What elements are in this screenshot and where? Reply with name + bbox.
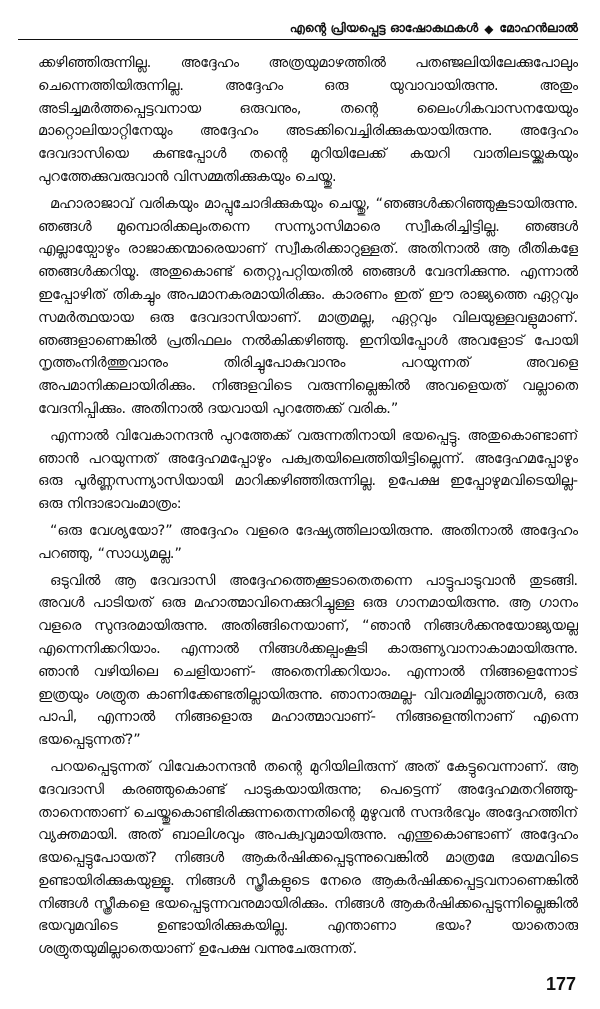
page-number: 177: [545, 974, 576, 994]
book-title: എന്റെ പ്രിയപ്പെട്ട ഓഷോകഥകൾ: [289, 20, 479, 35]
paragraph: പറയപ്പെടുന്നത് വിവേകാനന്ദൻ തന്റെ മുറിയിലിരുന്ന് അത് കേട്ടുവെന്നാണ്. ആ ദേവദാസി കരഞ്ഞുകൊണ്ട് പാടുകയായിരുന്നു; പെട്ടെന്ന് അദ്ദേഹമതറിഞ്ഞു- താനെന്താണ് ചെയ്തുകൊണ്ടിരിക്കുന്നതെന്നതിന്റെ മുഴുവൻ സന്ദർഭവും അദ്ദേഹത്തിന് വ്യക്തമായി. അത് ബാലിശവും അപക്വവുമായിരുന്നു. എന്തുകൊണ്ടാണ് അദ്ദേഹം ഭയപ്പെട്ടുപോയത്? നിങ്ങൾ ആകർഷിക്കപ്പെടുന്നുവെങ്കിൽ മാത്രമേ ഭയമവിടെ ഉണ്ടായിരിക്കുകയുള്ളൂ. നിങ്ങൾ സ്ത്രീകളുടെ നേരെ ആകർഷിക്കപ്പെട്ടവനാണെങ്കിൽ നിങ്ങൾ സ്ത്രീകളെ ഭയപ്പെടുന്നവനുമായിരിക്കും. നിങ്ങൾ ആകർഷിക്കപ്പെടുന്നില്ലെങ്കിൽ ഭയവുമവിടെ ഉണ്ടായിരിക്കുകയില്ല. എന്താണാ ഭയം? യാതൊരു ശത്രുതയുമില്ലാതെയാണ് ഉപേക്ഷ വന്നുചേരുന്നത്.: [38, 758, 578, 958]
black-diamond-icon: ◆: [484, 22, 494, 36]
paragraph: മഹാരാജാവ് വരികയും മാപ്പുചോദിക്കുകയും ചെയ്തു, “ഞങ്ങൾക്കറിഞ്ഞുകൂടായിരുന്നു. ഞങ്ങൾ മുമ്പൊരിക്കലുംതന്നെ സന്ന്യാസിമാരെ സ്വീകരിച്ചിട്ടില്ല. ഞങ്ങൾ എല്ലായ്പോഴും രാജാക്കന്മാരെയാണ് സ്വീകരിക്കാറുള്ളത്. അതിനാൽ ആ രീതികളേ ഞങ്ങൾക്കറിയൂ. അതുകൊണ്ട് തെറ്റുപറ്റിയതിൽ ഞങ്ങൾ വേദനിക്കുന്നു. എന്നാൽ ഇപ്പോഴിത് തികച്ചും അപമാനകരമായിരിക്കും. കാരണം ഇത് ഈ രാജ്യത്തെ ഏറ്റവും സമർത്ഥയായ ഒരു ദേവദാസിയാണ്. മാത്രമല്ല, ഏറ്റവും വിലയുള്ളവളുമാണ്. ഞങ്ങളാണെങ്കിൽ പ്രതിഫലം നൽകിക്കഴിഞ്ഞു. ഇനിയിപ്പോൾ അവളോട് പോയി നൃത്തംനിർത്തുവാനും തിരിച്ചുപോകുവാനും പറയുന്നത് അവളെ അപമാനിക്കലായിരിക്കും. നിങ്ങളവിടെ വരുന്നില്ലെങ്കിൽ അവളെയത് വല്ലാതെ വേദനിപ്പിക്കും. അതിനാൽ ദയവായി പുറത്തേക്ക് വരിക.”: [38, 195, 578, 417]
paragraph: ഒടുവിൽ ആ ദേവദാസി അദ്ദേഹത്തെക്കൂടാതെതന്നെ പാട്ടുപാടുവാൻ തുടങ്ങി. അവൾ പാടിയത് ഒരു മഹാത്മാവിനെക്കുറിച്ചുള്ള ഒരു ഗാനമായിരുന്നു. ആ ഗാനം വളരെ സുന്ദരമായിരുന്നു. അതിങ്ങിനെയാണ്, “ഞാൻ നിങ്ങൾക്കനുയോജ്യയല്ല എന്നെനിക്കറിയാം. എന്നാൽ നിങ്ങൾക്കല്പംകൂടി കാരുണ്യവാനാകാമായിരുന്നു. ഞാൻ വഴിയിലെ ചെളിയാണ്- അതെനിക്കറിയാം. എന്നാൽ നിങ്ങളെന്നോട് ഇത്രയും ശത്രുത കാണിക്കേണ്ടതില്ലായിരുന്നു. ഞാനാരുമല്ല- വിവരമില്ലാത്തവൾ, ഒരു പാപി, എന്നാൽ നിങ്ങളൊരു മഹാത്മാവാണ്- നിങ്ങളെന്തിനാണ് എന്നെ ഭയപ്പെടുന്നത്?”: [38, 572, 578, 749]
paragraph: എന്നാൽ വിവേകാനന്ദൻ പുറത്തേക്ക് വരുന്നതിനായി ഭയപ്പെട്ടു. അതുകൊണ്ടാണ് ഞാൻ പറയുന്നത് അദ്ദേഹമപ്പോഴും പക്വതയിലെത്തിയിട്ടില്ലെന്ന്. അദ്ദേഹമപ്പോഴും ഒരു പൂർണ്ണസന്ന്യാസിയായി മാറിക്കഴിഞ്ഞിരുന്നില്ല. ഉപേക്ഷ ഇപ്പോഴുമവിടെയില്ല- ഒരു നിന്ദാഭാവംമാത്രം:: [38, 427, 578, 513]
paragraph: ക്കഴിഞ്ഞിരുന്നില്ല. അദ്ദേഹം അത്രയുമാഴത്തിൽ പതഞ്ജലിയിലേക്കുപോലും ചെന്നെത്തിയിരുന്നില്ല. അദ്ദേഹം ഒരു യുവാവായിരുന്നു. അതും അടിച്ചമർത്തപ്പെട്ടവനായ ഒരുവനും, തന്റെ ലൈംഗികവാസനയേയും മാറ്റൊലിയാറ്റിനേയും അദ്ദേഹം അടക്കിവെച്ചിരിക്കുകയായിരുന്നു. അദ്ദേഹം ദേവദാസിയെ കണ്ടപ്പോൾ തന്റെ മുറിയിലേക്ക് കയറി വാതിലടയ്ക്കുകയും പുറത്തേക്കുവരുവാൻ വിസമ്മതിക്കുകയും ചെയ്തു.: [38, 55, 578, 185]
page-body: [38, 52, 578, 964]
running-header: [18, 10, 578, 36]
author-name: മോഹൻലാൽ: [499, 20, 578, 35]
paragraph: “ഒരു വേശ്യയോ?” അദ്ദേഹം വളരെ ദേഷ്യത്തിലായിരുന്നു. അതിനാൽ അദ്ദേഹം പറഞ്ഞു, “സാധ്യമല്ല.”: [38, 522, 578, 562]
header-rule: [18, 39, 578, 40]
